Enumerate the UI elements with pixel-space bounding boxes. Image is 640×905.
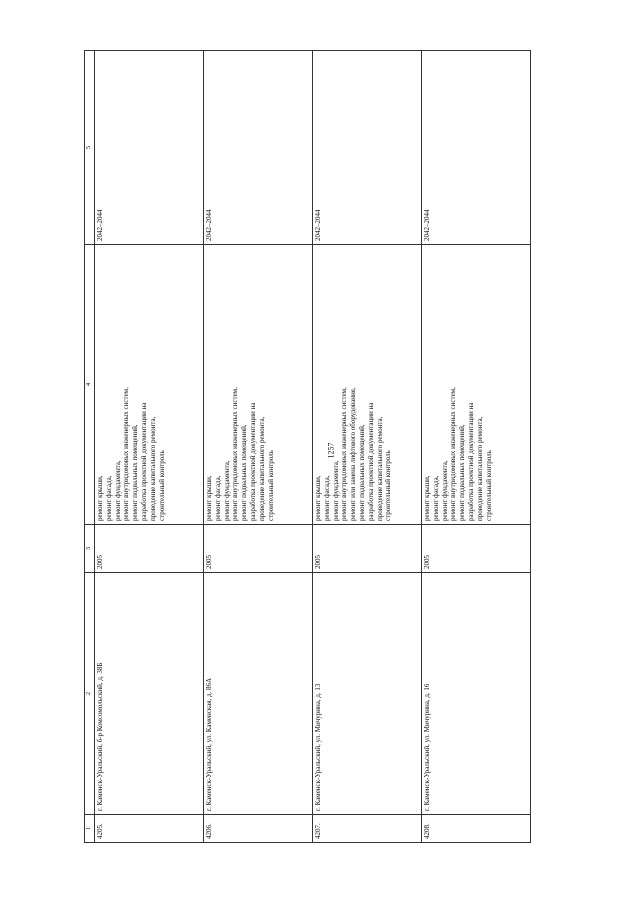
work-item: ремонт крыши, <box>96 475 104 521</box>
work-item: ремонт фасада, <box>322 475 331 521</box>
address-cell: г. Каменск-Уральский, ул. Мичурина, д. 13 <box>313 573 422 815</box>
work-item: разработка проектной документации на <box>248 402 257 521</box>
work-item: ремонт или замена лифтового оборудования, <box>349 387 358 521</box>
table-row <box>204 51 313 843</box>
address-cell: г. Каменск-Уральский, ул. Мичурина, д. 16 <box>422 573 531 815</box>
works-cell <box>422 245 531 525</box>
page-number: 1257 <box>326 442 336 459</box>
year-cell: 2005 <box>204 525 313 573</box>
col-header-1: 1 <box>85 815 95 843</box>
works-cell <box>95 245 204 525</box>
year-cell: 2005 <box>422 525 531 573</box>
table-header <box>85 51 95 843</box>
work-item: ремонт фундамента, <box>113 460 122 521</box>
work-item: строительный контроль <box>484 450 493 521</box>
header-row <box>85 51 95 843</box>
period-cell: 2042–2044 <box>313 51 422 245</box>
col-header-5: 5 <box>85 51 95 245</box>
work-item: разработка проектной документации на <box>139 402 148 521</box>
work-item: ремонт внутридомовых инженерных систем, <box>340 387 349 521</box>
table-body <box>95 51 531 843</box>
works-cell <box>313 245 422 525</box>
col-header-2: 2 <box>85 573 95 815</box>
period-cell: 2042–2044 <box>95 51 204 245</box>
row-number-cell: 4206. <box>204 815 313 843</box>
works-cell <box>204 245 313 525</box>
work-item: ремонт подвальных помещений, <box>458 424 467 521</box>
col-header-3: 3 <box>85 525 95 573</box>
row-number-cell: 4208. <box>422 815 531 843</box>
work-item: разработка проектной документации на <box>466 402 475 521</box>
work-item: ремонт подвальных помещений, <box>131 424 140 521</box>
work-item: проведение капитального ремонта, <box>257 416 266 521</box>
work-item: ремонт крыши, <box>423 475 431 521</box>
address-cell: г. Каменск-Уральский, ул. Каменская, д. 86А <box>204 573 313 815</box>
work-item: разработка проектной документации на <box>366 402 375 521</box>
work-item: ремонт фундамента, <box>331 460 340 521</box>
table-row <box>422 51 531 843</box>
work-item: ремонт крыши, <box>314 475 322 521</box>
year-cell: 2005 <box>313 525 422 573</box>
rotated-table-wrapper <box>84 76 531 843</box>
work-item: ремонт фасада, <box>213 475 222 521</box>
work-item: ремонт крыши, <box>205 475 213 521</box>
work-item: проведение капитального ремонта, <box>475 416 484 521</box>
period-cell: 2042–2044 <box>204 51 313 245</box>
work-item: ремонт подвальных помещений, <box>357 424 366 521</box>
repair-schedule-table <box>84 50 531 843</box>
work-item: ремонт подвальных помещений, <box>240 424 249 521</box>
row-number-cell: 4205. <box>95 815 204 843</box>
work-item: ремонт фундамента, <box>222 460 231 521</box>
work-item: ремонт фундамента, <box>440 460 449 521</box>
work-item: ремонт фасада, <box>431 475 440 521</box>
work-item: строительный контроль <box>384 450 393 521</box>
table-row <box>313 51 422 843</box>
table-row <box>95 51 204 843</box>
work-item: ремонт фасада, <box>104 475 113 521</box>
work-item: проведение капитального ремонта, <box>148 416 157 521</box>
work-item: строительный контроль <box>157 450 166 521</box>
work-item: проведение капитального ремонта, <box>375 416 384 521</box>
work-item: ремонт внутридомовых инженерных систем, <box>449 387 458 521</box>
period-cell: 2042–2044 <box>422 51 531 245</box>
work-item: ремонт внутридомовых инженерных систем, <box>122 387 131 521</box>
work-item: ремонт внутридомовых инженерных систем, <box>231 387 240 521</box>
row-number-cell: 4207. <box>313 815 422 843</box>
year-cell: 2005 <box>95 525 204 573</box>
address-cell: г. Каменск-Уральский, б-р Комсомольский, д. 38Б <box>95 573 204 815</box>
work-item: строительный контроль <box>266 450 275 521</box>
col-header-4: 4 <box>85 245 95 525</box>
